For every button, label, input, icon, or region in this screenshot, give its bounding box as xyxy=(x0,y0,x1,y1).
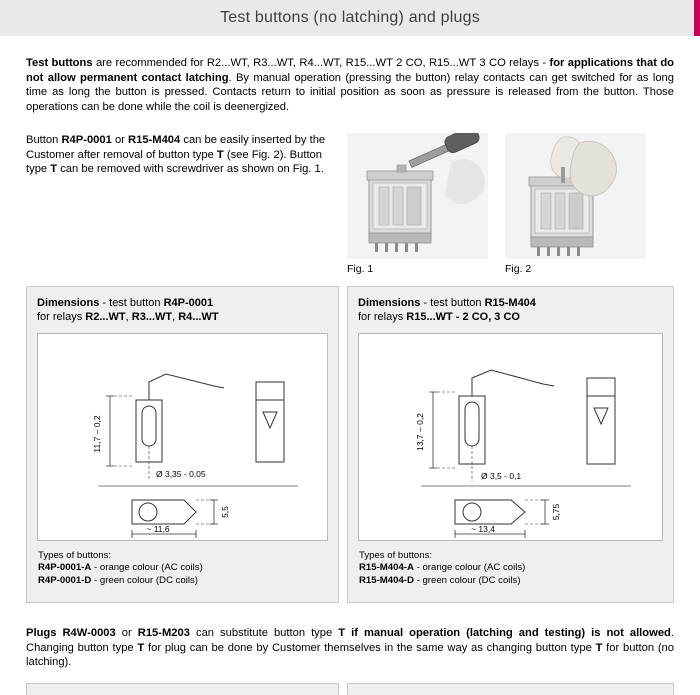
figure-2-caption: Fig. 2 xyxy=(505,263,532,275)
svg-text:Ø 3,35 - 0,05: Ø 3,35 - 0,05 xyxy=(156,469,206,479)
page-header xyxy=(0,0,700,36)
button-paragraph: Button R4P-0001 or R15-M404 can be easily inserted by the Customer after removal of button type T (see Fig. 2). Button type T can be removed with screwdriver as shown on Fig. 1. xyxy=(26,134,326,176)
figure-2-image xyxy=(505,133,646,259)
intro-paragraph: Test buttons are recommended for R2...WT, R3...WT, R4...WT, R15...WT 2 CO, R15...WT 3 CO relays - for applications that do not allow permanent contact latching. By manual operation (pressing the button) relay contacts can get switched for as long time as long the button is pressed. Contacts return to initial position as soon as pressure is released from the button. Those operations can be done while the coil is deenergized. xyxy=(26,57,675,113)
svg-text:~ 11,6: ~ 11,6 xyxy=(146,524,170,534)
svg-text:13,7 – 0,2: 13,7 – 0,2 xyxy=(415,413,425,451)
header-accent-bar xyxy=(694,0,700,36)
types-of-buttons-r4p xyxy=(38,550,203,587)
panel-title-r15: Dimensions - test button R15-M404 for relays R15...WT - 2 CO, 3 CO xyxy=(358,297,536,323)
plugs-paragraph: Plugs R4W-0003 or R15-M203 can substitute button type T if manual operation (latching and testing) is not allowed. Changing button type T for plug can be done by Customer themselves in the same way as changing button type T for button (no latching). xyxy=(26,627,675,669)
svg-text:Ø 3,5 - 0,1: Ø 3,5 - 0,1 xyxy=(481,471,522,481)
svg-text:5,75: 5,75 xyxy=(551,503,561,521)
svg-text:5,5: 5,5 xyxy=(220,506,230,518)
types-list-r4p: R4P-0001-A - orange colour (AC coils) R4P-0001-D - green colour (DC coils) xyxy=(38,562,203,586)
svg-text:~ 13,4: ~ 13,4 xyxy=(471,524,495,534)
panel-title-r4p: Dimensions - test button R4P-0001 for relays R2...WT, R3...WT, R4...WT xyxy=(37,297,219,323)
types-list-r15: R15-M404-A - orange colour (AC coils) R15-M404-D - green colour (DC coils) xyxy=(359,562,526,586)
types-label-r15: Types of buttons: xyxy=(359,550,433,561)
drawing-r4p xyxy=(37,333,328,541)
figure-1-image xyxy=(347,133,488,259)
next-panel-stub-right xyxy=(347,683,674,695)
drawing-r15 xyxy=(358,333,663,541)
page-title: Test buttons (no latching) and plugs xyxy=(220,9,480,26)
figure-1-caption: Fig. 1 xyxy=(347,263,374,275)
dimensions-panel-r15 xyxy=(347,286,674,603)
dimensions-panel-r4p xyxy=(26,286,339,603)
types-of-buttons-r15 xyxy=(359,550,525,587)
types-label-r4p: Types of buttons: xyxy=(38,550,112,561)
svg-text:11,7 – 0,2: 11,7 – 0,2 xyxy=(92,415,102,453)
next-panel-stub-left xyxy=(26,683,339,695)
